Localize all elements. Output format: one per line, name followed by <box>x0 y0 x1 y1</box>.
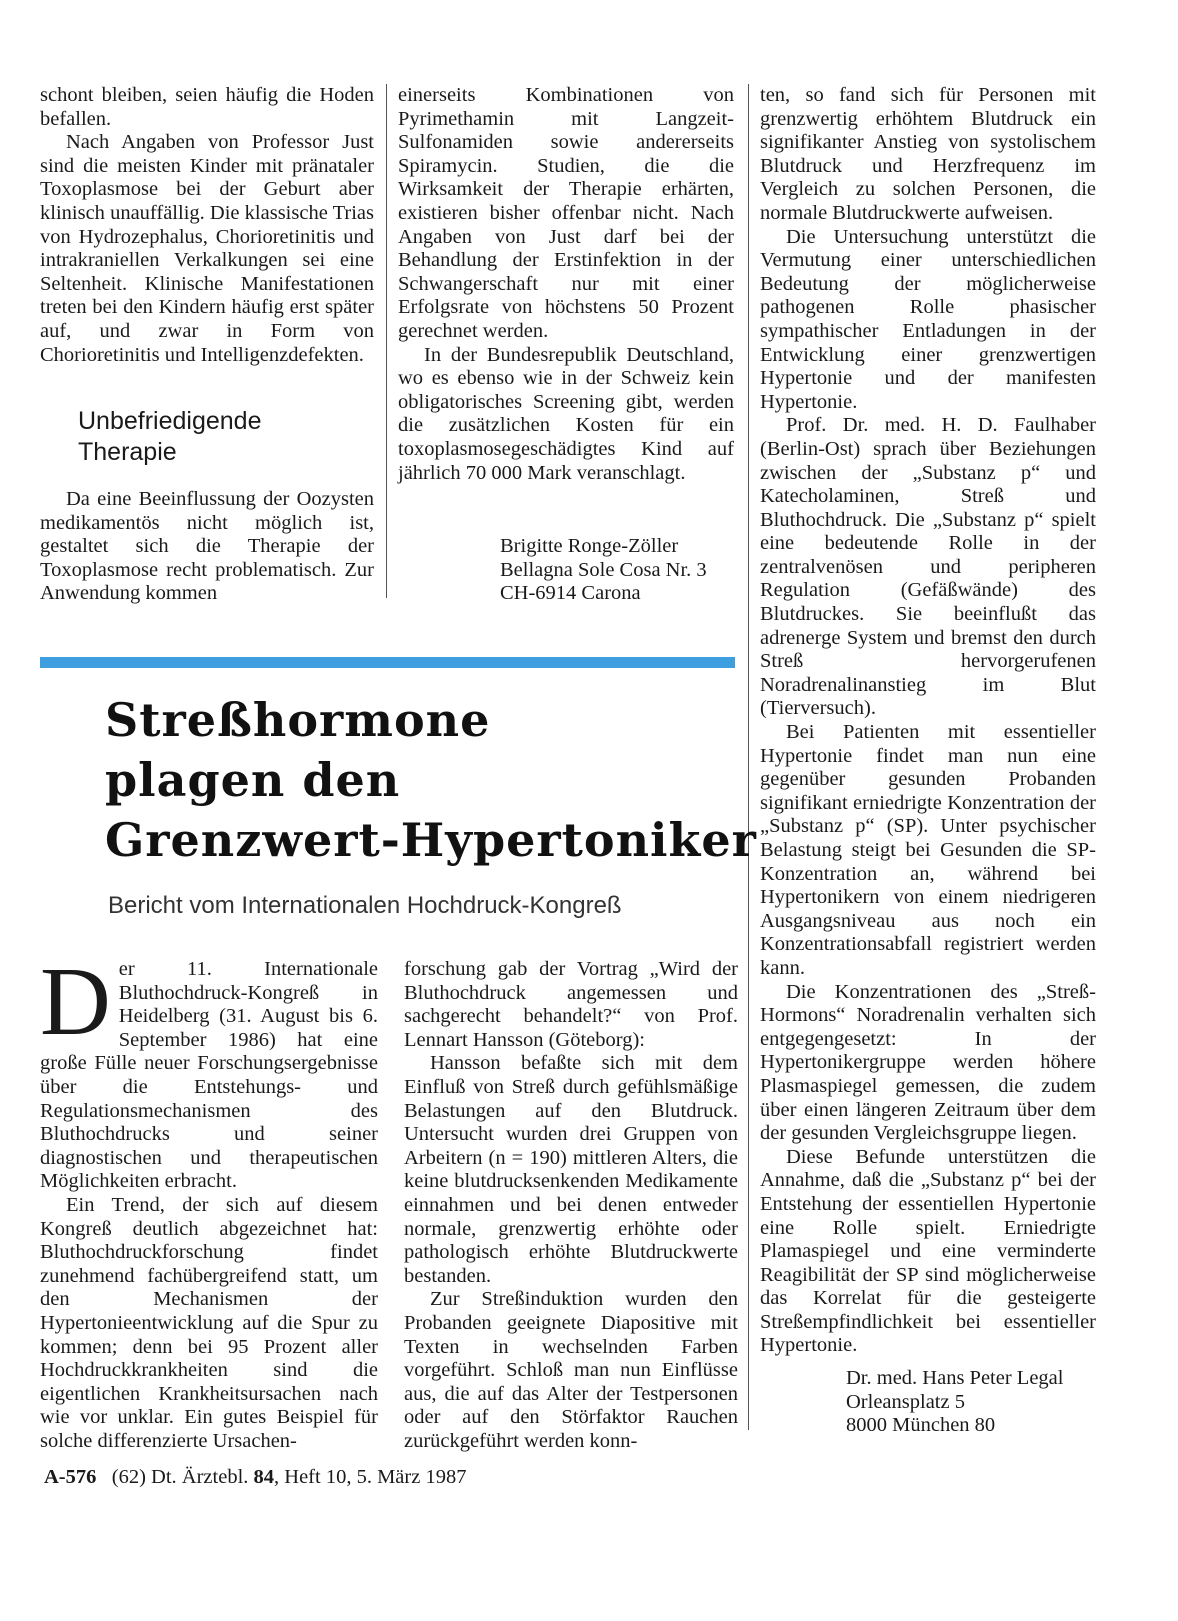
signature-line: CH-6914 Carona <box>500 582 641 605</box>
paragraph: ten, so fand sich für Personen mit grenzwertig erhöhtem Blutdruck ein signifikanter Anstieg von systolischem Blutdruck und Herzfrequenz im Vergleich zu solchen Personen, die normale Blutdruckwerte aufweisen. <box>760 84 1096 224</box>
paragraph: Prof. Dr. med. H. D. Faulhaber (Berlin-Ost) sprach über Beziehungen zwischen der „Substanz p“ und Katecholaminen, Streß und Bluthochdruck. Die „Substanz p“ spielt eine bedeutende Rolle in der zentralvenösen und peripheren Regulation (Gefäßwände) des Blutdruckes. Sie beeinflußt das adrenerge System und bremst den durch Streß hervorgerufenen Noradrenalinanstieg im Blut (Tierversuch). <box>760 414 1096 720</box>
top-column-2 <box>398 84 734 485</box>
volume-number: 84 <box>253 1466 275 1488</box>
article-headline <box>105 690 757 870</box>
signature-line: 8000 München 80 <box>846 1414 996 1437</box>
paragraph: Bei Patienten mit essentieller Hypertonie findet man nun eine gegenüber gesunden Probanden signifikant erniedrigte Konzentration der „Substanz p“ (SP). Unter psychischer Belastung steigt bei Gesunden die SP-Konzentration an, während bei Hypertonikern von einem niedrigeren Ausgangsniveau aus noch ein Konzentrationsabfall registriert werden kann. <box>760 721 1096 979</box>
paragraph: forschung gab der Vortrag „Wird der Bluthochdruck angemessen und sachgerecht behandelt?“ von Prof. Lennart Hansson (Göteborg): <box>404 958 738 1051</box>
column-divider <box>386 84 387 598</box>
lead-paragraph <box>40 948 378 1194</box>
author-signature <box>500 535 707 606</box>
paragraph: Die Konzentrationen des „Streß-Hormons“ Noradrenalin verhalten sich entgegengesetzt: In der Hypertonikergruppe werden höhere Plasmaspiegel gemessen, die zudem über einen längeren Zeitraum über dem der gesunden Vergleichsgruppe liegen. <box>760 980 1096 1145</box>
signature-line: Bellagna Sole Cosa Nr. 3 <box>500 558 707 581</box>
author-signature <box>846 1367 1063 1438</box>
headline-line: plagen den <box>105 753 401 807</box>
paragraph: einerseits Kombinationen von Pyrimethamin mit Langzeit-Sulfonamiden sowie andererseits Spiramycin. Studien, die die Wirksamkeit der Therapie erhärten, existieren bisher offenbar nicht. Nach Angaben von Just darf bei der Behandlung der Erstinfektion in der Schwangerschaft nur mit einer Erfolgsrate von höchstens 50 Prozent gerechnet werden. <box>398 84 734 342</box>
article-column-1 <box>40 948 378 1453</box>
subheading-line: Therapie <box>78 438 177 466</box>
issue-date: , Heft 10, 5. März 1987 <box>274 1466 467 1488</box>
article-subtitle: Bericht vom Internationalen Hochdruck-Kongreß <box>108 892 622 919</box>
paragraph: Ein Trend, der sich auf diesem Kongreß deutlich abgezeichnet hat: Bluthochdruckforschung findet zunehmend fachübergreifend statt, um den Mechanismen der Hypertonieentwicklung auf die Spur zu kommen; denn bei 95 Prozent aller Hochdruckkrankheiten sind die eigentlichen Krankheitsursachen nach wie vor unklar. Ein gutes Beispiel für solche differenzierte Ursachen- <box>40 1193 378 1452</box>
journal-ref: (62) Dt. Ärztebl. <box>111 1466 249 1488</box>
top-column-1-continued <box>40 488 374 606</box>
headline-line: Grenzwert-Hypertoniker <box>105 813 757 867</box>
paragraph: Diese Befunde unterstützen die Annahme, daß die „Substanz p“ bei der Entstehung der essentiellen Hypertonie eine Rolle spielt. Erniedrigte Plamaspiegel und eine verminderte Reagibilität der SP sind möglicherweise das Korrelat für die gesteigerte Streßempfindlichkeit bei essentieller Hypertonie. <box>760 1145 1096 1357</box>
drop-cap: D <box>40 948 111 1056</box>
signature-line: Brigitte Ronge-Zöller <box>500 535 679 557</box>
page-footer <box>44 1466 466 1489</box>
paragraph: schont bleiben, seien häufig die Hoden befallen. <box>40 84 374 130</box>
headline-line: Streßhormone <box>105 693 491 747</box>
subheading-line: Unbefriedigende <box>78 407 262 435</box>
paragraph: Zur Streßinduktion wurden den Probanden geeignete Diapositive mit Texten in wechselnden Farben vorgeführt. Schloß man nun Einflüsse aus, die auf das Alter der Testpersonen oder auf den Störfaktor Rauchen zurückgeführt werden konn- <box>404 1288 738 1452</box>
right-column <box>760 84 1096 1358</box>
signature-line: Orleansplatz 5 <box>846 1390 965 1413</box>
signature-line: Dr. med. Hans Peter Legal <box>846 1367 1064 1389</box>
paragraph: Die Untersuchung unterstützt die Vermutung einer unterschiedlichen Bedeutung der möglicherweise pathogenen Rolle phasischer sympathischer Entladungen in der Entwicklung einer grenzwertigen Hypertonie und der manifesten Hypertonie. <box>760 225 1096 413</box>
lead-text: er 11. Internationale Bluthochdruck-Kongreß in Heidelberg (31. August bis 6. September 1986) hat eine große Fülle neuer Forschungsergebnisse über die Entstehungs- und Regulationsmechanismen des Bluthochdrucks und seiner diagnostischen und therapeutischen Möglichkeiten erbracht. <box>40 958 378 1193</box>
paragraph: Nach Angaben von Professor Just sind die meisten Kinder mit pränataler Toxoplasmose bei der Geburt aber klinisch unauffällig. Die klassische Trias von Hydrozephalus, Chorioretinitis und intrakraniellen Verkalkungen sei eine Seltenheit. Klinische Manifestationen treten bei den Kindern häufig erst später auf, und zwar in Form von Chorioretinitis und Intelligenzdefekten. <box>40 131 374 366</box>
paragraph: In der Bundesrepublik Deutschland, wo es ebenso wie in der Schweiz kein obligatorisches Screening gibt, werden die zusätzlichen Kosten für ein toxoplasmosegeschädigtes Kind auf jährlich 70 000 Mark veranschlagt. <box>398 343 734 484</box>
article-column-2 <box>404 958 738 1453</box>
accent-bar <box>40 657 735 668</box>
paragraph: Da eine Beeinflussung der Oozysten medikamentös nicht möglich ist, gestaltet sich die Therapie der Toxoplasmose recht problematisch. Zur Anwendung kommen <box>40 488 374 605</box>
paragraph: Hansson befaßte sich mit dem Einfluß von Streß durch gefühlsmäßige Belastungen auf den Blutdruck. Untersucht wurden drei Gruppen von Arbeitern (n = 190) mittleren Alters, die keine blutdrucksenkenden Medikamente einnahmen und bei denen entweder normale, grenzwertig erhöhte oder pathologisch erhöhte Blutdruckwerte bestanden. <box>404 1052 738 1287</box>
subheading <box>78 406 261 468</box>
page-code: A-576 <box>44 1466 97 1488</box>
top-column-1 <box>40 84 374 367</box>
